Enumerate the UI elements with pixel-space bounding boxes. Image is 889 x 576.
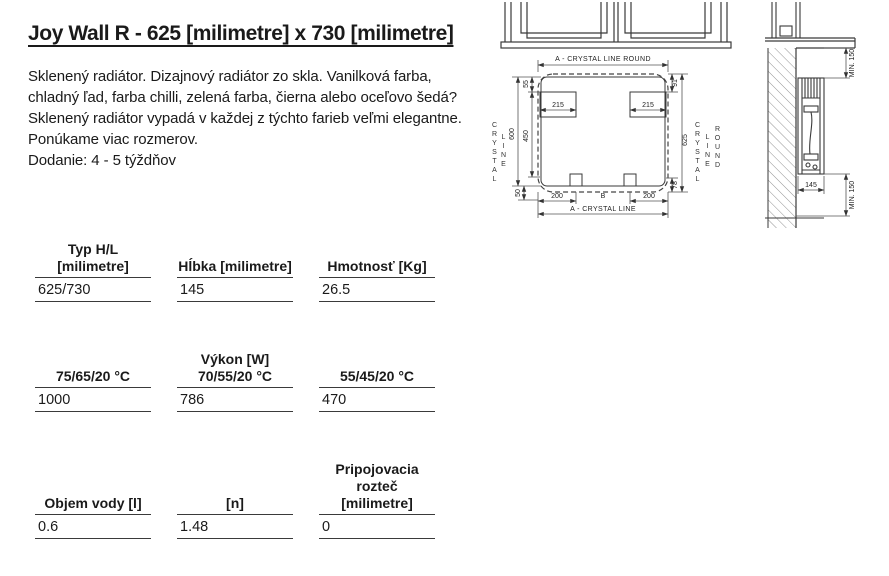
front-top-label: A - CRYSTAL LINE ROUND [555,56,651,63]
spec-value-n: 1.48 [177,515,293,539]
page-title: Joy Wall R - 625 [milimetre] x 730 [milimetre] [28,22,454,45]
spec-header-756520: 75/65/20 °C [35,344,151,388]
right-vertical-label-line: LINE [704,134,711,170]
window-profile [780,26,792,36]
left-channel-outer [521,2,607,33]
spec-cell-hmotnost [319,240,435,302]
spec-cell-554520 [319,344,435,412]
left-vertical-label-crystal: CRYSTAL [491,122,498,185]
dim-200-left: 200 [551,193,563,200]
top-view-drawing [497,2,737,52]
window-frame [772,2,800,38]
dim-600: 600 [509,128,516,140]
dim-50: 50 [515,189,522,197]
side-dimension-lines [796,48,850,216]
dim-91: 91 [672,79,679,87]
description-line: Sklenený radiátor vypadá v každej z týchto farieb veľmi elegantne. [28,110,462,127]
bracket-bottom-right [624,174,636,186]
spec-cell-roztec [319,457,435,539]
radiator-profile [798,78,824,174]
spec-value-roztec: 0 [319,515,435,539]
wall-section [765,48,824,228]
spec-value-705520: 786 [177,388,293,412]
spec-header-554520: 55/45/20 °C [319,344,435,388]
power-group-header: Výkon [W] [200,351,270,367]
description-line: Sklenený radiátor. Dizajnový radiátor zo skla. Vanilková farba, [28,68,432,85]
left-vertical-label-line: LINE [500,134,507,170]
spec-value-objem: 0.6 [35,515,151,539]
spec-cell-typ [35,240,151,302]
dim-450: 450 [523,130,530,142]
label-b: B [600,193,606,200]
dim-215-left: 215 [552,102,564,109]
dim-78: 78 [672,181,679,189]
spec-header-typ: Typ H/L [milimetre] [35,240,151,278]
spec-header-objem: Objem vody [l] [35,457,151,515]
spec-header-hmotnost: Hmotnosť [Kg] [319,240,435,278]
top-view-body [501,2,731,48]
description-line: chladný ľad, farba chilli, zelená farba, čierna alebo oceľovo šedá? [28,89,457,106]
glass-panel-section [501,42,731,48]
spec-header-hlbka: Hĺbka [milimetre] [177,240,293,278]
side-view-drawing [758,2,888,234]
spec-header-705520-temp: 70/55/20 °C [197,368,273,384]
description-line: Dodanie: 4 - 5 týždňov [28,152,176,169]
right-vertical-label-crystal: CRYSTAL [694,122,701,185]
bracket-bottom-left [570,174,582,186]
dim-55: 55 [523,80,530,88]
right-channel-outer [625,2,711,33]
spec-table-power [35,344,435,412]
spec-value-756520: 1000 [35,388,151,412]
spec-value-typ: 625/730 [35,278,151,302]
spec-cell-objem [35,457,151,539]
front-bottom-label: A - CRYSTAL LINE [570,206,636,213]
product-description [28,66,462,171]
radiator-bracket-mechanism [802,106,820,170]
glass-outline-line [541,77,665,186]
spec-cell-705520 [177,344,293,412]
radiator-fins [802,78,820,98]
spec-header-n: [n] [177,457,293,515]
dim-625: 625 [682,134,689,146]
spec-cell-hlbka [177,240,293,302]
dim-min150-bottom: MIN. 150 [849,180,856,210]
spec-table-dimensions [35,240,435,302]
dim-145: 145 [805,182,817,189]
spec-header-roztec: Pripojovacia rozteč [milimetre] [319,457,435,515]
dim-min150-top: MIN. 150 [849,48,856,78]
spec-value-hlbka: 145 [177,278,293,302]
spec-value-hmotnost: 26.5 [319,278,435,302]
dim-215-right: 215 [642,102,654,109]
dim-200-right: 200 [643,193,655,200]
spec-header-705520 [177,344,293,388]
spec-table-misc [35,457,435,539]
window-sill [765,38,855,48]
right-vertical-label-round: ROUND [714,126,721,171]
spec-cell-756520 [35,344,151,412]
spec-cell-n [177,457,293,539]
description-line: Ponúkame viac rozmerov. [28,131,198,148]
spec-value-554520: 470 [319,388,435,412]
